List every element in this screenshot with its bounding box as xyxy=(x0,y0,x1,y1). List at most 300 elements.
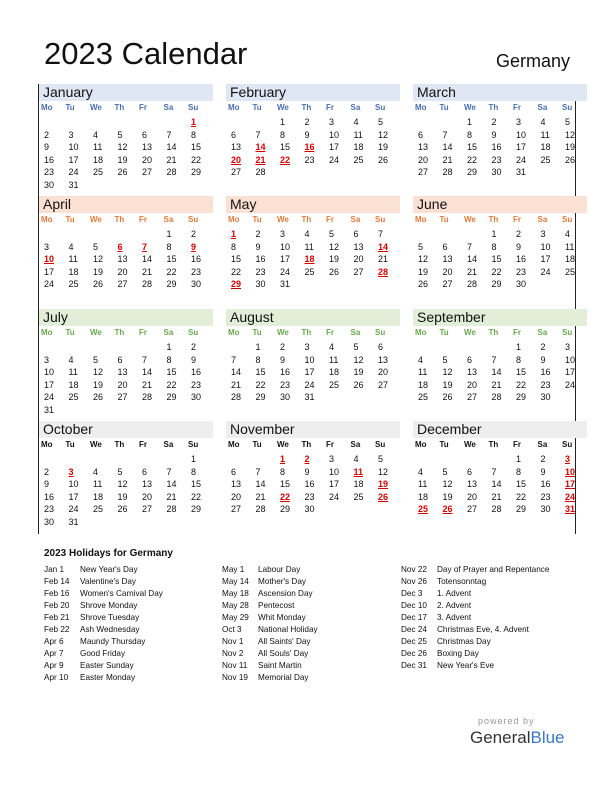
weekday-label: Th xyxy=(488,328,499,337)
day-cell: 23 xyxy=(44,167,55,177)
weekday-label: Tu xyxy=(65,328,75,337)
day-cell: 27 xyxy=(467,392,478,402)
day-cell: 11 xyxy=(329,354,339,365)
empty-cell xyxy=(66,229,91,242)
holiday-name: Labour Day xyxy=(258,565,301,574)
holiday-row xyxy=(222,576,318,588)
day-grid xyxy=(413,229,587,292)
day-cell: 6 xyxy=(467,466,473,477)
brand-logo xyxy=(470,728,565,748)
weekday-label: Tu xyxy=(252,328,262,337)
day-cell: 10 xyxy=(565,354,576,365)
day-cell: 5 xyxy=(442,466,448,477)
holiday-name: Valentine's Day xyxy=(80,577,137,586)
holiday-row xyxy=(401,624,549,636)
day-cell: 12 xyxy=(442,479,453,489)
holiday-name: Pentecost xyxy=(258,601,295,610)
day-cell: 22 xyxy=(166,266,177,277)
empty-cell xyxy=(66,342,91,355)
day-cell: 14 xyxy=(491,367,502,377)
day-cell: 30 xyxy=(44,179,55,190)
empty-cell xyxy=(464,342,489,355)
holiday-date: Feb 21 xyxy=(44,613,70,622)
holiday-date: Dec 26 xyxy=(401,649,427,658)
holiday-row xyxy=(222,636,318,648)
day-cell: 9 xyxy=(491,129,497,140)
day-cell: 29 xyxy=(191,504,202,514)
weekday-label: Fr xyxy=(139,215,147,224)
weekday-label: Fr xyxy=(326,103,334,112)
day-cell: 1 xyxy=(516,342,522,352)
day-cell: 14 xyxy=(166,479,177,489)
day-cell: 4 xyxy=(304,229,310,239)
day-cell: 22 xyxy=(516,491,527,502)
day-cell: 2 xyxy=(540,454,546,464)
day-cell: 30 xyxy=(255,279,266,289)
weekday-label: Th xyxy=(301,440,312,449)
day-cell: 21 xyxy=(467,266,478,277)
day-cell: 26 xyxy=(378,154,389,165)
day-cell: 21 xyxy=(378,254,389,264)
empty-cell xyxy=(228,117,253,130)
day-cell: 24 xyxy=(565,491,576,502)
weekday-label: Tu xyxy=(439,328,449,337)
day-cell: 6 xyxy=(231,129,237,140)
day-cell: 8 xyxy=(166,241,172,252)
day-cell: 2 xyxy=(255,229,261,239)
holiday-date: Jan 1 xyxy=(44,565,65,574)
weekday-header xyxy=(226,101,400,114)
holiday-row xyxy=(44,576,163,588)
day-cell: 28 xyxy=(442,167,453,177)
day-cell: 11 xyxy=(68,367,78,377)
day-cell: 12 xyxy=(378,466,389,477)
weekday-label: Th xyxy=(114,215,125,224)
day-cell: 29 xyxy=(166,279,177,289)
empty-cell xyxy=(253,454,278,467)
month-august xyxy=(226,309,400,421)
holiday-date: Dec 17 xyxy=(401,613,427,622)
day-cell: 7 xyxy=(231,354,237,365)
weekday-header xyxy=(226,326,400,339)
day-cell: 26 xyxy=(442,504,453,514)
weekday-label: Mo xyxy=(415,328,427,337)
day-cell: 12 xyxy=(418,254,429,264)
day-cell: 7 xyxy=(166,129,172,140)
day-cell: 8 xyxy=(280,129,286,140)
empty-cell xyxy=(415,229,440,242)
day-cell: 24 xyxy=(329,491,340,502)
day-cell: 31 xyxy=(68,516,79,527)
day-cell: 26 xyxy=(378,491,389,502)
day-cell: 23 xyxy=(255,266,266,277)
day-cell: 21 xyxy=(491,491,502,502)
day-cell: 2 xyxy=(516,229,522,239)
day-cell: 17 xyxy=(304,367,315,377)
day-cell: 30 xyxy=(516,279,527,289)
weekday-label: Mo xyxy=(415,440,427,449)
empty-cell xyxy=(228,454,253,467)
weekday-label: Mo xyxy=(41,103,53,112)
powered-by-text: powered by xyxy=(478,716,535,726)
day-cell: 27 xyxy=(353,266,364,277)
day-cell: 13 xyxy=(142,479,153,489)
month-name: May xyxy=(226,196,400,213)
day-cell: 27 xyxy=(442,279,453,289)
day-cell: 28 xyxy=(231,392,242,402)
holiday-date: May 28 xyxy=(222,601,249,610)
holiday-name: All Souls' Day xyxy=(258,649,309,658)
day-cell: 8 xyxy=(516,354,522,365)
day-cell: 7 xyxy=(166,466,172,477)
day-cell: 2 xyxy=(304,454,310,464)
day-cell: 3 xyxy=(565,342,571,352)
empty-cell xyxy=(440,454,465,467)
day-grid xyxy=(39,342,213,417)
weekday-label: Su xyxy=(188,215,199,224)
day-cell: 5 xyxy=(117,466,123,477)
day-cell: 13 xyxy=(231,142,242,152)
day-cell: 3 xyxy=(565,454,571,464)
day-cell: 9 xyxy=(280,354,286,365)
holiday-name: Easter Monday xyxy=(80,673,136,682)
holiday-name: Boxing Day xyxy=(437,649,479,658)
holiday-row xyxy=(222,648,318,660)
day-cell: 10 xyxy=(329,129,340,140)
day-cell: 25 xyxy=(93,504,104,514)
weekday-label: Su xyxy=(375,328,386,337)
day-cell: 22 xyxy=(166,379,177,390)
day-cell: 9 xyxy=(516,241,522,252)
day-cell: 22 xyxy=(231,266,242,277)
month-name: January xyxy=(39,84,213,101)
brand-name-1: General xyxy=(470,728,531,747)
day-cell: 10 xyxy=(540,241,551,252)
weekday-label: We xyxy=(90,328,102,337)
weekday-label: Th xyxy=(488,103,499,112)
day-cell: 22 xyxy=(516,379,527,390)
weekday-label: Th xyxy=(114,328,125,337)
day-cell: 10 xyxy=(516,129,527,140)
day-cell: 12 xyxy=(378,129,389,140)
day-cell: 3 xyxy=(329,117,335,127)
empty-cell xyxy=(41,342,66,355)
weekday-label: Fr xyxy=(513,328,521,337)
day-cell: 1 xyxy=(166,342,172,352)
day-cell: 28 xyxy=(467,279,478,289)
day-cell: 7 xyxy=(378,229,384,239)
weekday-label: Su xyxy=(562,328,573,337)
day-cell: 6 xyxy=(442,241,448,252)
day-cell: 29 xyxy=(255,392,266,402)
weekday-label: We xyxy=(277,103,289,112)
day-cell: 29 xyxy=(516,504,527,514)
holiday-name: Women's Carnival Day xyxy=(80,589,163,598)
day-cell: 15 xyxy=(516,367,527,377)
weekday-header xyxy=(39,101,213,114)
day-cell: 11 xyxy=(418,479,428,489)
day-cell: 31 xyxy=(280,279,291,289)
day-cell: 14 xyxy=(378,241,389,252)
day-cell: 4 xyxy=(93,129,99,140)
holiday-row xyxy=(44,588,163,600)
weekday-label: Mo xyxy=(41,328,53,337)
day-cell: 20 xyxy=(467,491,478,502)
day-cell: 4 xyxy=(418,466,424,477)
holiday-row xyxy=(44,612,163,624)
day-cell: 4 xyxy=(68,241,74,252)
day-cell: 25 xyxy=(418,392,429,402)
day-cell: 7 xyxy=(491,466,497,477)
day-cell: 19 xyxy=(93,266,104,277)
weekday-label: We xyxy=(90,103,102,112)
day-cell: 17 xyxy=(44,379,55,390)
day-grid xyxy=(226,454,400,517)
day-cell: 14 xyxy=(142,367,153,377)
day-cell: 21 xyxy=(255,491,266,502)
weekday-label: Sa xyxy=(537,440,548,449)
day-cell: 8 xyxy=(231,241,237,252)
empty-cell xyxy=(415,454,440,467)
weekday-label: We xyxy=(90,440,102,449)
weekday-label: Mo xyxy=(41,440,53,449)
day-cell: 15 xyxy=(191,479,202,489)
day-cell: 21 xyxy=(491,379,502,390)
day-cell: 11 xyxy=(68,254,78,264)
weekday-label: Su xyxy=(188,328,199,337)
day-cell: 28 xyxy=(142,392,153,402)
day-cell: 31 xyxy=(516,167,527,177)
day-cell: 10 xyxy=(329,466,340,477)
day-cell: 19 xyxy=(442,491,453,502)
holiday-name: New Year's Eve xyxy=(437,661,495,670)
day-cell: 5 xyxy=(378,454,384,464)
holiday-date: Nov 1 xyxy=(222,637,244,646)
day-cell: 21 xyxy=(166,491,177,502)
day-cell: 8 xyxy=(280,466,286,477)
day-cell: 10 xyxy=(304,354,315,365)
holiday-row xyxy=(401,660,549,672)
holiday-date: Dec 31 xyxy=(401,661,427,670)
day-cell: 25 xyxy=(68,392,79,402)
weekday-label: Tu xyxy=(252,103,262,112)
holiday-date: Dec 25 xyxy=(401,637,427,646)
day-cell: 23 xyxy=(491,154,502,165)
day-cell: 27 xyxy=(418,167,429,177)
day-cell: 7 xyxy=(255,466,261,477)
day-cell: 19 xyxy=(353,367,364,377)
day-cell: 2 xyxy=(44,466,50,477)
weekday-header xyxy=(226,438,400,451)
day-cell: 16 xyxy=(191,367,202,377)
holiday-name: Good Friday xyxy=(80,649,126,658)
empty-cell xyxy=(90,229,115,242)
empty-cell xyxy=(115,117,140,130)
holiday-row xyxy=(44,636,163,648)
day-cell: 8 xyxy=(491,241,497,252)
day-cell: 16 xyxy=(304,142,315,152)
page-title: 2023 Calendar xyxy=(44,36,248,71)
day-cell: 4 xyxy=(353,454,359,464)
day-cell: 9 xyxy=(304,466,310,477)
holiday-name: Shrove Monday xyxy=(80,601,138,610)
day-cell: 28 xyxy=(255,504,266,514)
day-cell: 18 xyxy=(540,142,551,152)
empty-cell xyxy=(464,229,489,242)
calendar-grid xyxy=(38,84,576,534)
day-cell: 5 xyxy=(565,117,571,127)
weekday-label: Th xyxy=(114,103,125,112)
day-cell: 15 xyxy=(280,479,291,489)
day-cell: 28 xyxy=(491,392,502,402)
day-cell: 28 xyxy=(491,504,502,514)
day-cell: 12 xyxy=(93,254,104,264)
weekday-label: Tu xyxy=(65,215,75,224)
holiday-name: Whit Monday xyxy=(258,613,306,622)
day-cell: 10 xyxy=(565,466,576,477)
day-cell: 19 xyxy=(378,142,389,152)
day-cell: 10 xyxy=(280,241,291,252)
empty-cell xyxy=(90,117,115,130)
holiday-date: Feb 16 xyxy=(44,589,70,598)
holiday-date: Apr 10 xyxy=(44,673,69,682)
day-cell: 23 xyxy=(191,266,202,277)
day-cell: 25 xyxy=(540,154,551,165)
month-june xyxy=(413,196,587,308)
day-cell: 17 xyxy=(44,266,55,277)
day-cell: 19 xyxy=(418,266,429,277)
day-cell: 16 xyxy=(304,479,315,489)
day-cell: 16 xyxy=(44,491,55,502)
day-cell: 14 xyxy=(231,367,242,377)
weekday-label: Mo xyxy=(228,440,240,449)
day-cell: 24 xyxy=(565,379,576,390)
holiday-date: Nov 19 xyxy=(222,673,248,682)
day-cell: 15 xyxy=(516,479,527,489)
day-cell: 16 xyxy=(540,479,551,489)
empty-cell xyxy=(228,342,253,355)
weekday-label: Th xyxy=(114,440,125,449)
day-cell: 25 xyxy=(353,491,364,502)
holiday-date: Nov 22 xyxy=(401,565,427,574)
month-name: February xyxy=(226,84,400,101)
day-cell: 9 xyxy=(304,129,310,140)
day-cell: 6 xyxy=(231,466,237,477)
day-cell: 31 xyxy=(565,504,576,514)
holiday-column-3 xyxy=(401,564,549,672)
day-cell: 20 xyxy=(117,379,128,390)
weekday-label: Mo xyxy=(41,215,53,224)
day-cell: 1 xyxy=(280,454,286,464)
empty-cell xyxy=(66,454,91,467)
holiday-row xyxy=(44,600,163,612)
holiday-name: Christmas Eve, 4. Advent xyxy=(437,625,529,634)
day-cell: 4 xyxy=(93,466,99,477)
day-cell: 17 xyxy=(329,142,340,152)
day-cell: 7 xyxy=(255,129,261,140)
day-cell: 5 xyxy=(418,241,424,252)
weekday-label: Th xyxy=(301,215,312,224)
weekday-label: Fr xyxy=(513,440,521,449)
day-cell: 19 xyxy=(565,142,576,152)
holiday-name: 2. Advent xyxy=(437,601,472,610)
day-cell: 15 xyxy=(280,142,291,152)
day-cell: 27 xyxy=(231,504,242,514)
weekday-label: Sa xyxy=(350,103,361,112)
holiday-date: Feb 14 xyxy=(44,577,70,586)
day-cell: 14 xyxy=(166,142,177,152)
day-cell: 1 xyxy=(166,229,172,239)
day-cell: 30 xyxy=(304,504,315,514)
month-july xyxy=(39,309,213,421)
day-cell: 12 xyxy=(565,129,576,140)
day-cell: 6 xyxy=(117,354,123,365)
day-cell: 21 xyxy=(142,266,153,277)
month-january xyxy=(39,84,213,196)
weekday-label: Su xyxy=(375,440,386,449)
holiday-date: Apr 7 xyxy=(44,649,64,658)
holiday-date: Nov 11 xyxy=(222,661,248,670)
day-cell: 7 xyxy=(142,354,148,365)
holiday-row xyxy=(222,612,318,624)
weekday-label: Tu xyxy=(439,215,449,224)
day-cell: 15 xyxy=(166,367,177,377)
day-cell: 18 xyxy=(353,479,364,489)
day-cell: 11 xyxy=(353,129,363,140)
day-cell: 13 xyxy=(442,254,453,264)
weekday-label: Tu xyxy=(439,103,449,112)
day-cell: 18 xyxy=(418,379,429,390)
day-cell: 11 xyxy=(540,129,550,140)
weekday-header xyxy=(413,438,587,451)
day-cell: 27 xyxy=(117,392,128,402)
holiday-row xyxy=(401,576,549,588)
day-cell: 15 xyxy=(191,142,202,152)
holiday-date: Oct 3 xyxy=(222,625,242,634)
day-cell: 25 xyxy=(418,504,429,514)
day-cell: 8 xyxy=(467,129,473,140)
day-cell: 25 xyxy=(68,279,79,289)
weekday-label: We xyxy=(464,440,476,449)
day-cell: 14 xyxy=(255,479,266,489)
weekday-label: Tu xyxy=(439,440,449,449)
day-cell: 30 xyxy=(44,516,55,527)
day-cell: 24 xyxy=(280,266,291,277)
month-name: March xyxy=(413,84,587,101)
day-cell: 16 xyxy=(191,254,202,264)
day-cell: 15 xyxy=(231,254,242,264)
day-cell: 24 xyxy=(329,154,340,165)
weekday-header xyxy=(413,326,587,339)
holiday-date: May 18 xyxy=(222,589,249,598)
weekday-label: Fr xyxy=(139,103,147,112)
weekday-label: We xyxy=(277,328,289,337)
day-cell: 26 xyxy=(117,167,128,177)
day-cell: 13 xyxy=(117,367,128,377)
day-cell: 18 xyxy=(68,266,79,277)
day-cell: 9 xyxy=(44,479,50,489)
weekday-label: Mo xyxy=(415,103,427,112)
holiday-row xyxy=(222,624,318,636)
day-cell: 13 xyxy=(142,142,153,152)
holiday-name: All Saints' Day xyxy=(258,637,311,646)
day-grid xyxy=(226,342,400,405)
holiday-row xyxy=(222,564,318,576)
day-cell: 13 xyxy=(467,479,478,489)
day-cell: 6 xyxy=(467,354,473,365)
empty-cell xyxy=(90,342,115,355)
weekday-label: Tu xyxy=(65,440,75,449)
